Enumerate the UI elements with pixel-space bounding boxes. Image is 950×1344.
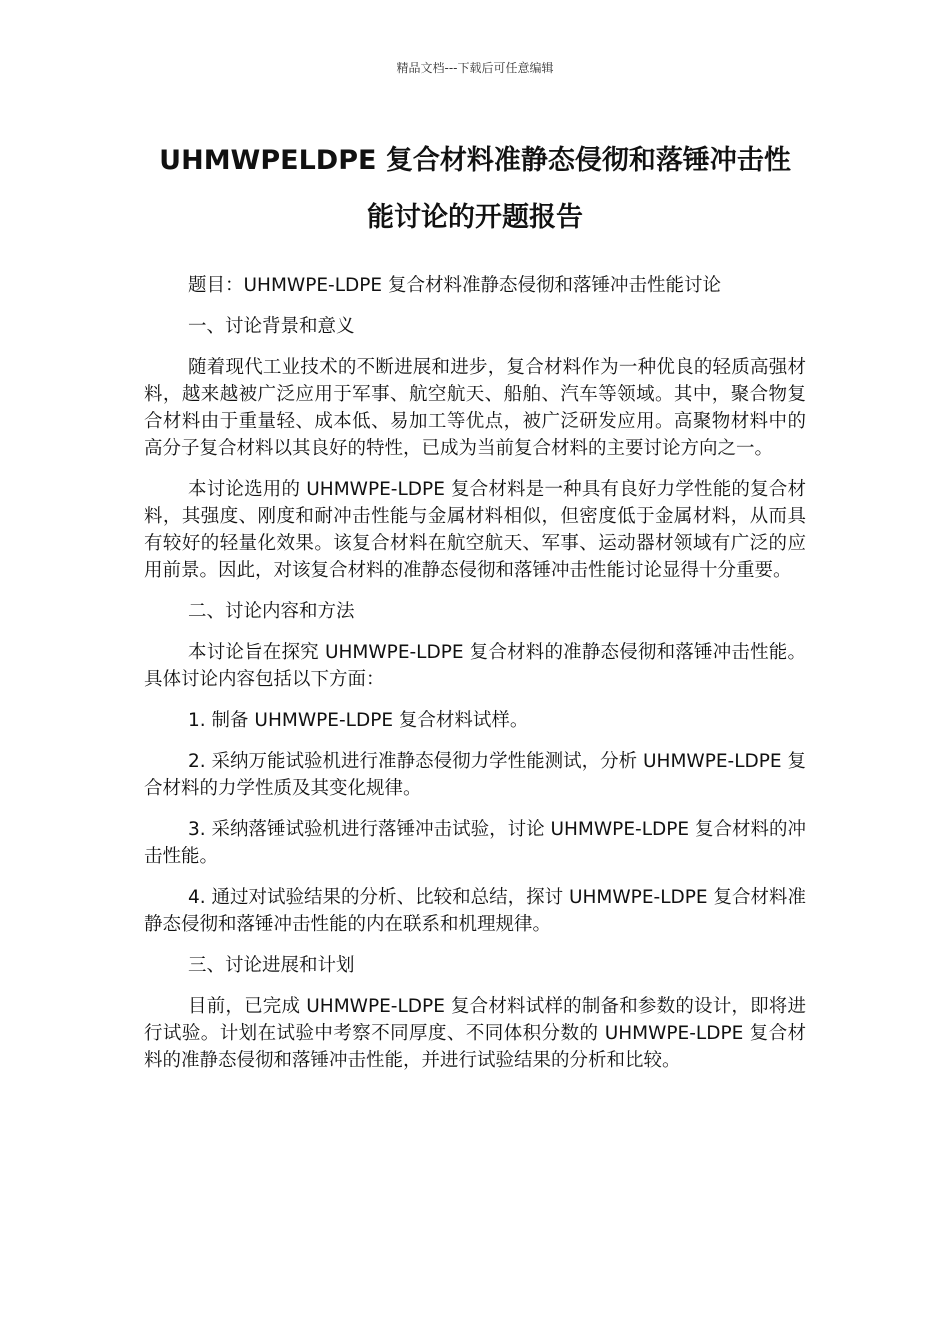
list-item: 4. 通过对试验结果的分析、比较和总结，探讨 UHMWPE-LDPE 复合材料准静态侵彻和落锤冲击性能的内在联系和机理规律。 [144,887,806,935]
section-heading-content: 二、讨论内容和方法 [188,601,355,622]
paragraph-content-intro: 本讨论旨在探究 UHMWPE-LDPE 复合材料的准静态侵彻和落锤冲击性能。具体讨论内容包括以下方面： [144,642,806,690]
document-title-line2: 能讨论的开题报告 [367,202,583,233]
paragraph-progress: 目前，已完成 UHMWPE-LDPE 复合材料试样的制备和参数的设计，即将进行试验。计划在试验中考察不同厚度、不同体积分数的 UHMWPE-LDPE 复合材料的准静态侵彻和落锤冲击性能，并进行试验结果的分析和比较。 [144,996,806,1071]
paragraph-background-2: 本讨论选用的 UHMWPE-LDPE 复合材料是一种具有良好力学性能的复合材料，其强度、刚度和耐冲击性能与金属材料相似，但密度低于金属材料，从而具有较好的轻量化效果。该复合材料在航空航天、军事、运动器材领域有广泛的应用前景。因此，对该复合材料的准静态侵彻和落锤冲击性能讨论显得十分重要。 [144,479,806,581]
list-item: 1. 制备 UHMWPE-LDPE 复合材料试样。 [188,710,529,731]
header-watermark: 精品文档---下载后可任意编辑 [396,61,554,75]
list-item: 2. 采纳万能试验机进行准静态侵彻力学性能测试，分析 UHMWPE-LDPE 复合材料的力学性质及其变化规律。 [144,751,806,799]
document-body [144,272,806,1088]
topic-line: 题目：UHMWPE-LDPE 复合材料准静态侵彻和落锤冲击性能讨论 [188,275,722,296]
paragraph-background-1: 随着现代工业技术的不断进展和进步，复合材料作为一种优良的轻质高强材料，越来越被广泛应用于军事、航空航天、船舶、汽车等领域。其中，聚合物复合材料由于重量轻、成本低、易加工等优点，被广泛研发应用。高聚物材料中的高分子复合材料以其良好的特性，已成为当前复合材料的主要讨论方向之一。 [144,357,806,459]
list-item: 3. 采纳落锤试验机进行落锤冲击试验，讨论 UHMWPE-LDPE 复合材料的冲击性能。 [144,819,806,867]
document-title-line1: UHMWPELDPE 复合材料准静态侵彻和落锤冲击性 [159,145,791,176]
section-heading-background: 一、讨论背景和意义 [188,316,355,337]
section-heading-progress: 三、讨论进展和计划 [188,955,355,976]
